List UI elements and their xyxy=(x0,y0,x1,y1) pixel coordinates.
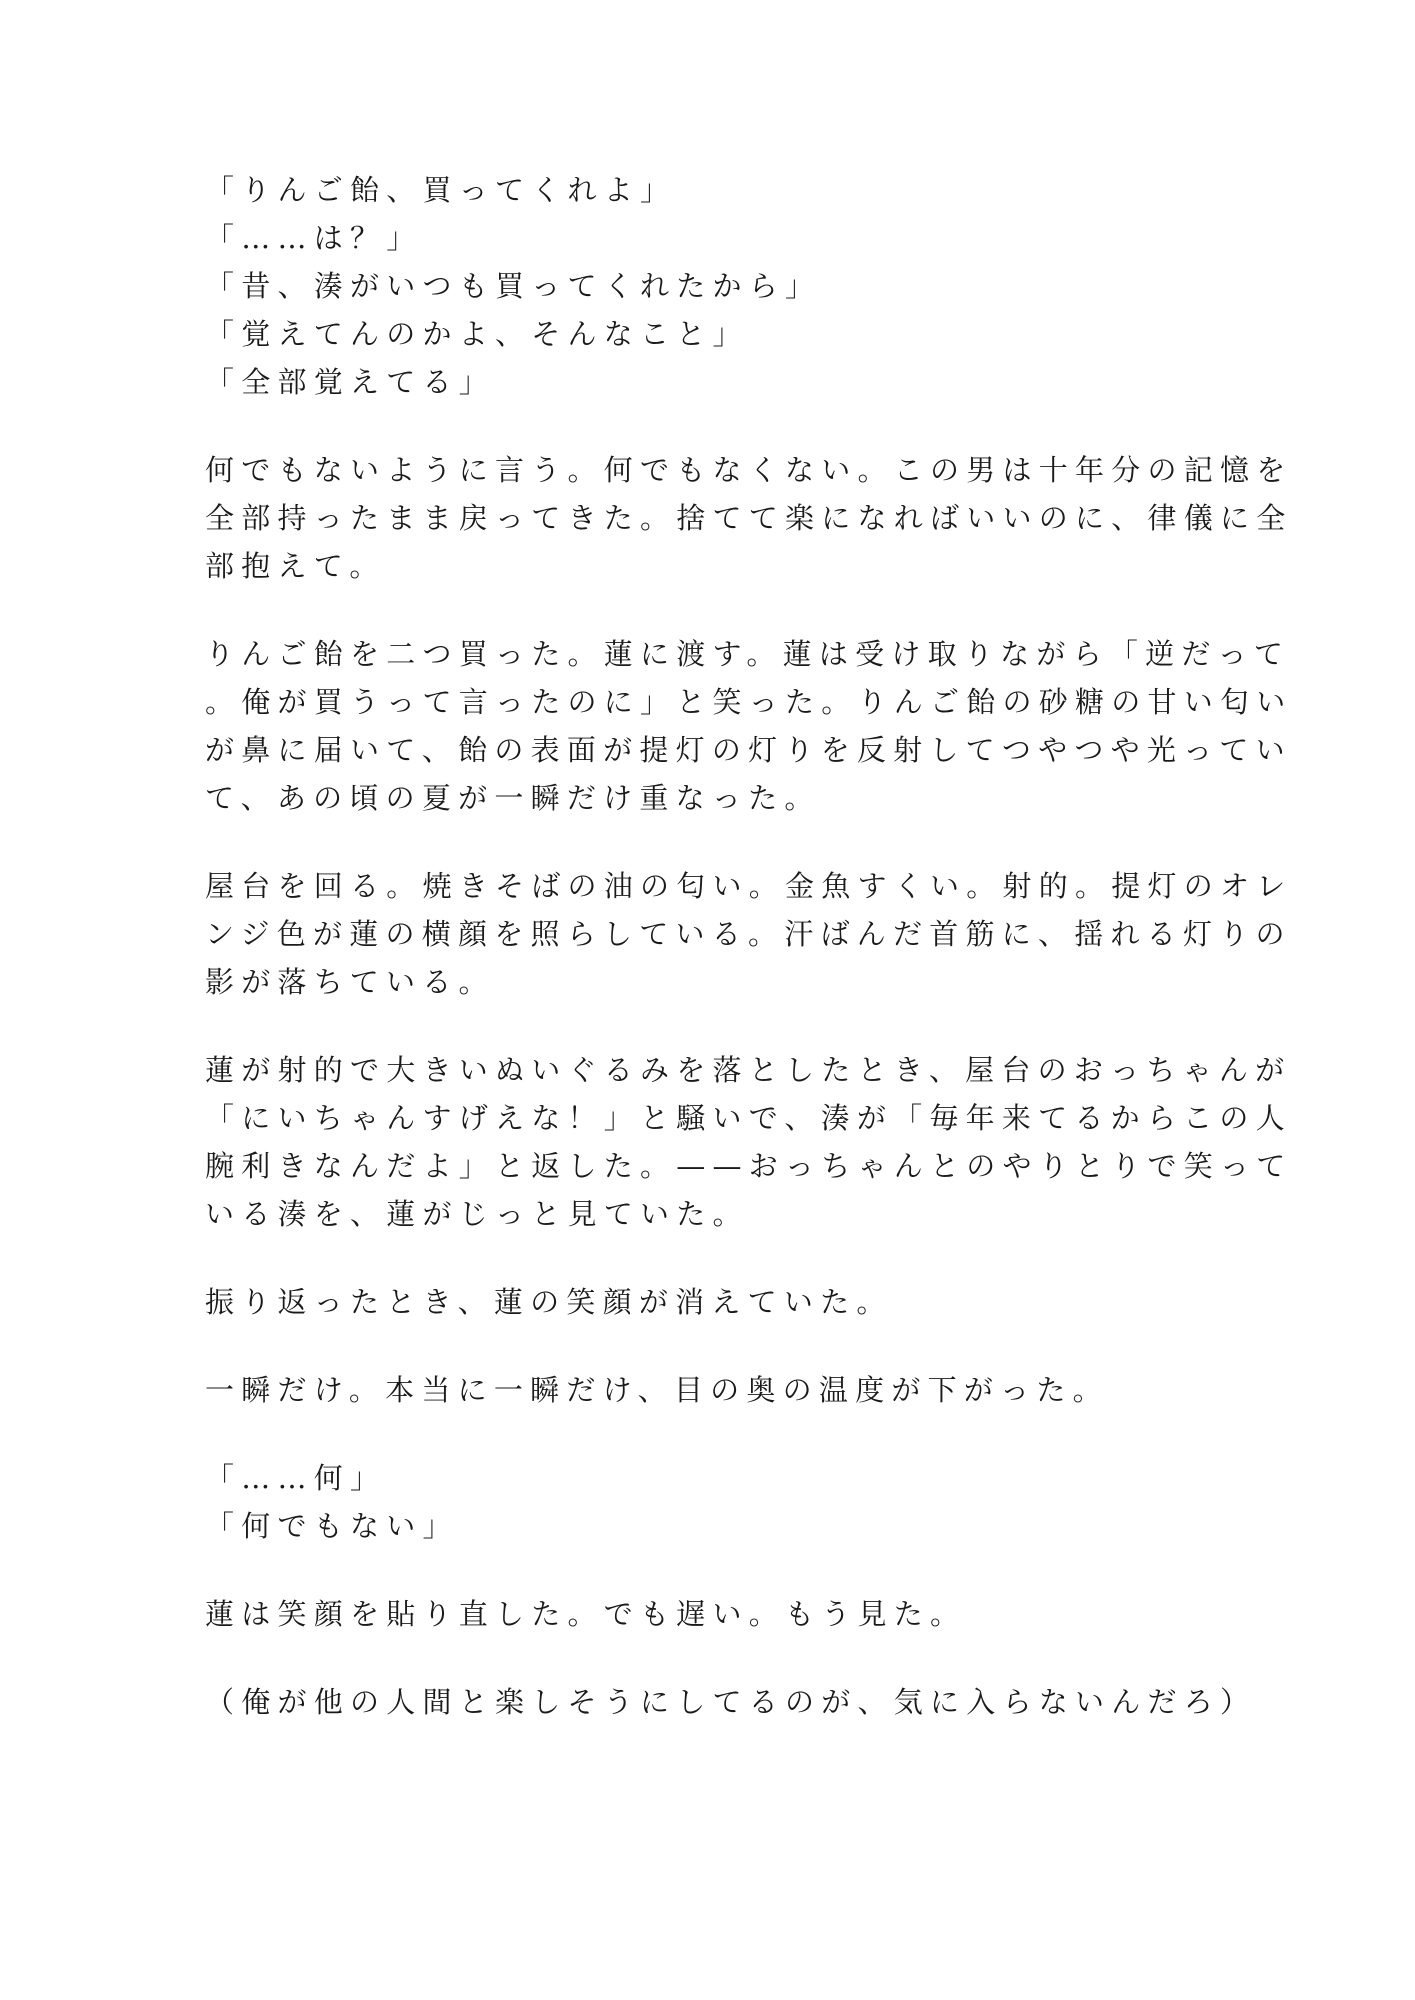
text-line: 一瞬だけ。本当に一瞬だけ、目の奥の温度が下がった。 xyxy=(205,1373,1109,1407)
document-page xyxy=(205,166,1293,1726)
text-line: 腕利きなんだよ」と返した。——おっちゃんとのやりとりで笑って xyxy=(205,1149,1293,1183)
paragraph-gap xyxy=(205,1006,1185,1046)
text-line: 全部持ったまま戻ってきた。捨てて楽になればいいのに、律儀に全 xyxy=(205,501,1293,535)
text-line: （俺が他の人間と楽しそうにしてるのが、気に入らないんだろ） xyxy=(205,1685,1257,1719)
paragraph-gap xyxy=(205,406,1185,446)
text-line: 影が落ちている。 xyxy=(205,965,495,999)
paragraph-gap xyxy=(205,1238,1185,1278)
text-line: 「全部覚えてる」 xyxy=(205,365,496,399)
text-line: 屋台を回る。焼きそばの油の匂い。金魚すくい。射的。提灯のオレ xyxy=(205,869,1293,903)
paragraph-gap xyxy=(205,1550,1185,1590)
text-line: 「にいちゃんすげえな！」と騒いで、湊が「毎年来てるからこの人 xyxy=(205,1101,1292,1135)
text-line: 部抱えて。 xyxy=(205,549,386,583)
text-line: 「りんご飴、買ってくれよ」 xyxy=(205,173,677,207)
text-line: ンジ色が蓮の横顔を照らしている。汗ばんだ首筋に、揺れる灯りの xyxy=(205,917,1292,951)
paragraph-gap xyxy=(205,1638,1185,1678)
text-line: 蓮は笑顔を貼り直した。でも遅い。もう見た。 xyxy=(205,1597,967,1631)
text-line: 「何でもない」 xyxy=(205,1509,459,1543)
text-line: 「……何」 xyxy=(205,1461,387,1495)
paragraph-gap xyxy=(205,1326,1185,1366)
paragraph-gap xyxy=(205,590,1185,630)
text-line: 「……は？」 xyxy=(205,221,423,255)
text-line: 「昔、湊がいつも買ってくれたから」 xyxy=(205,269,822,303)
text-line: 「覚えてんのかよ、そんなこと」 xyxy=(205,317,749,351)
text-line: 蓮が射的で大きいぬいぐるみを落としたとき、屋台のおっちゃんが xyxy=(205,1053,1292,1087)
text-line: いる湊を、蓮がじっと見ていた。 xyxy=(205,1197,749,1231)
text-line: が鼻に届いて、飴の表面が提灯の灯りを反射してつやつや光ってい xyxy=(205,733,1292,767)
paragraph-gap xyxy=(205,822,1185,862)
text-line: 。俺が買うって言ったのに」と笑った。りんご飴の砂糖の甘い匂い xyxy=(205,685,1293,719)
text-line: 振り返ったとき、蓮の笑顔が消えていた。 xyxy=(205,1285,893,1319)
paragraph-gap xyxy=(205,1414,1185,1454)
text-line: 何でもないように言う。何でもなくない。この男は十年分の記憶を xyxy=(205,453,1293,487)
text-line: て、あの頃の夏が一瞬だけ重なった。 xyxy=(205,781,821,815)
text-line: りんご飴を二つ買った。蓮に渡す。蓮は受け取りながら「逆だって xyxy=(205,637,1291,671)
